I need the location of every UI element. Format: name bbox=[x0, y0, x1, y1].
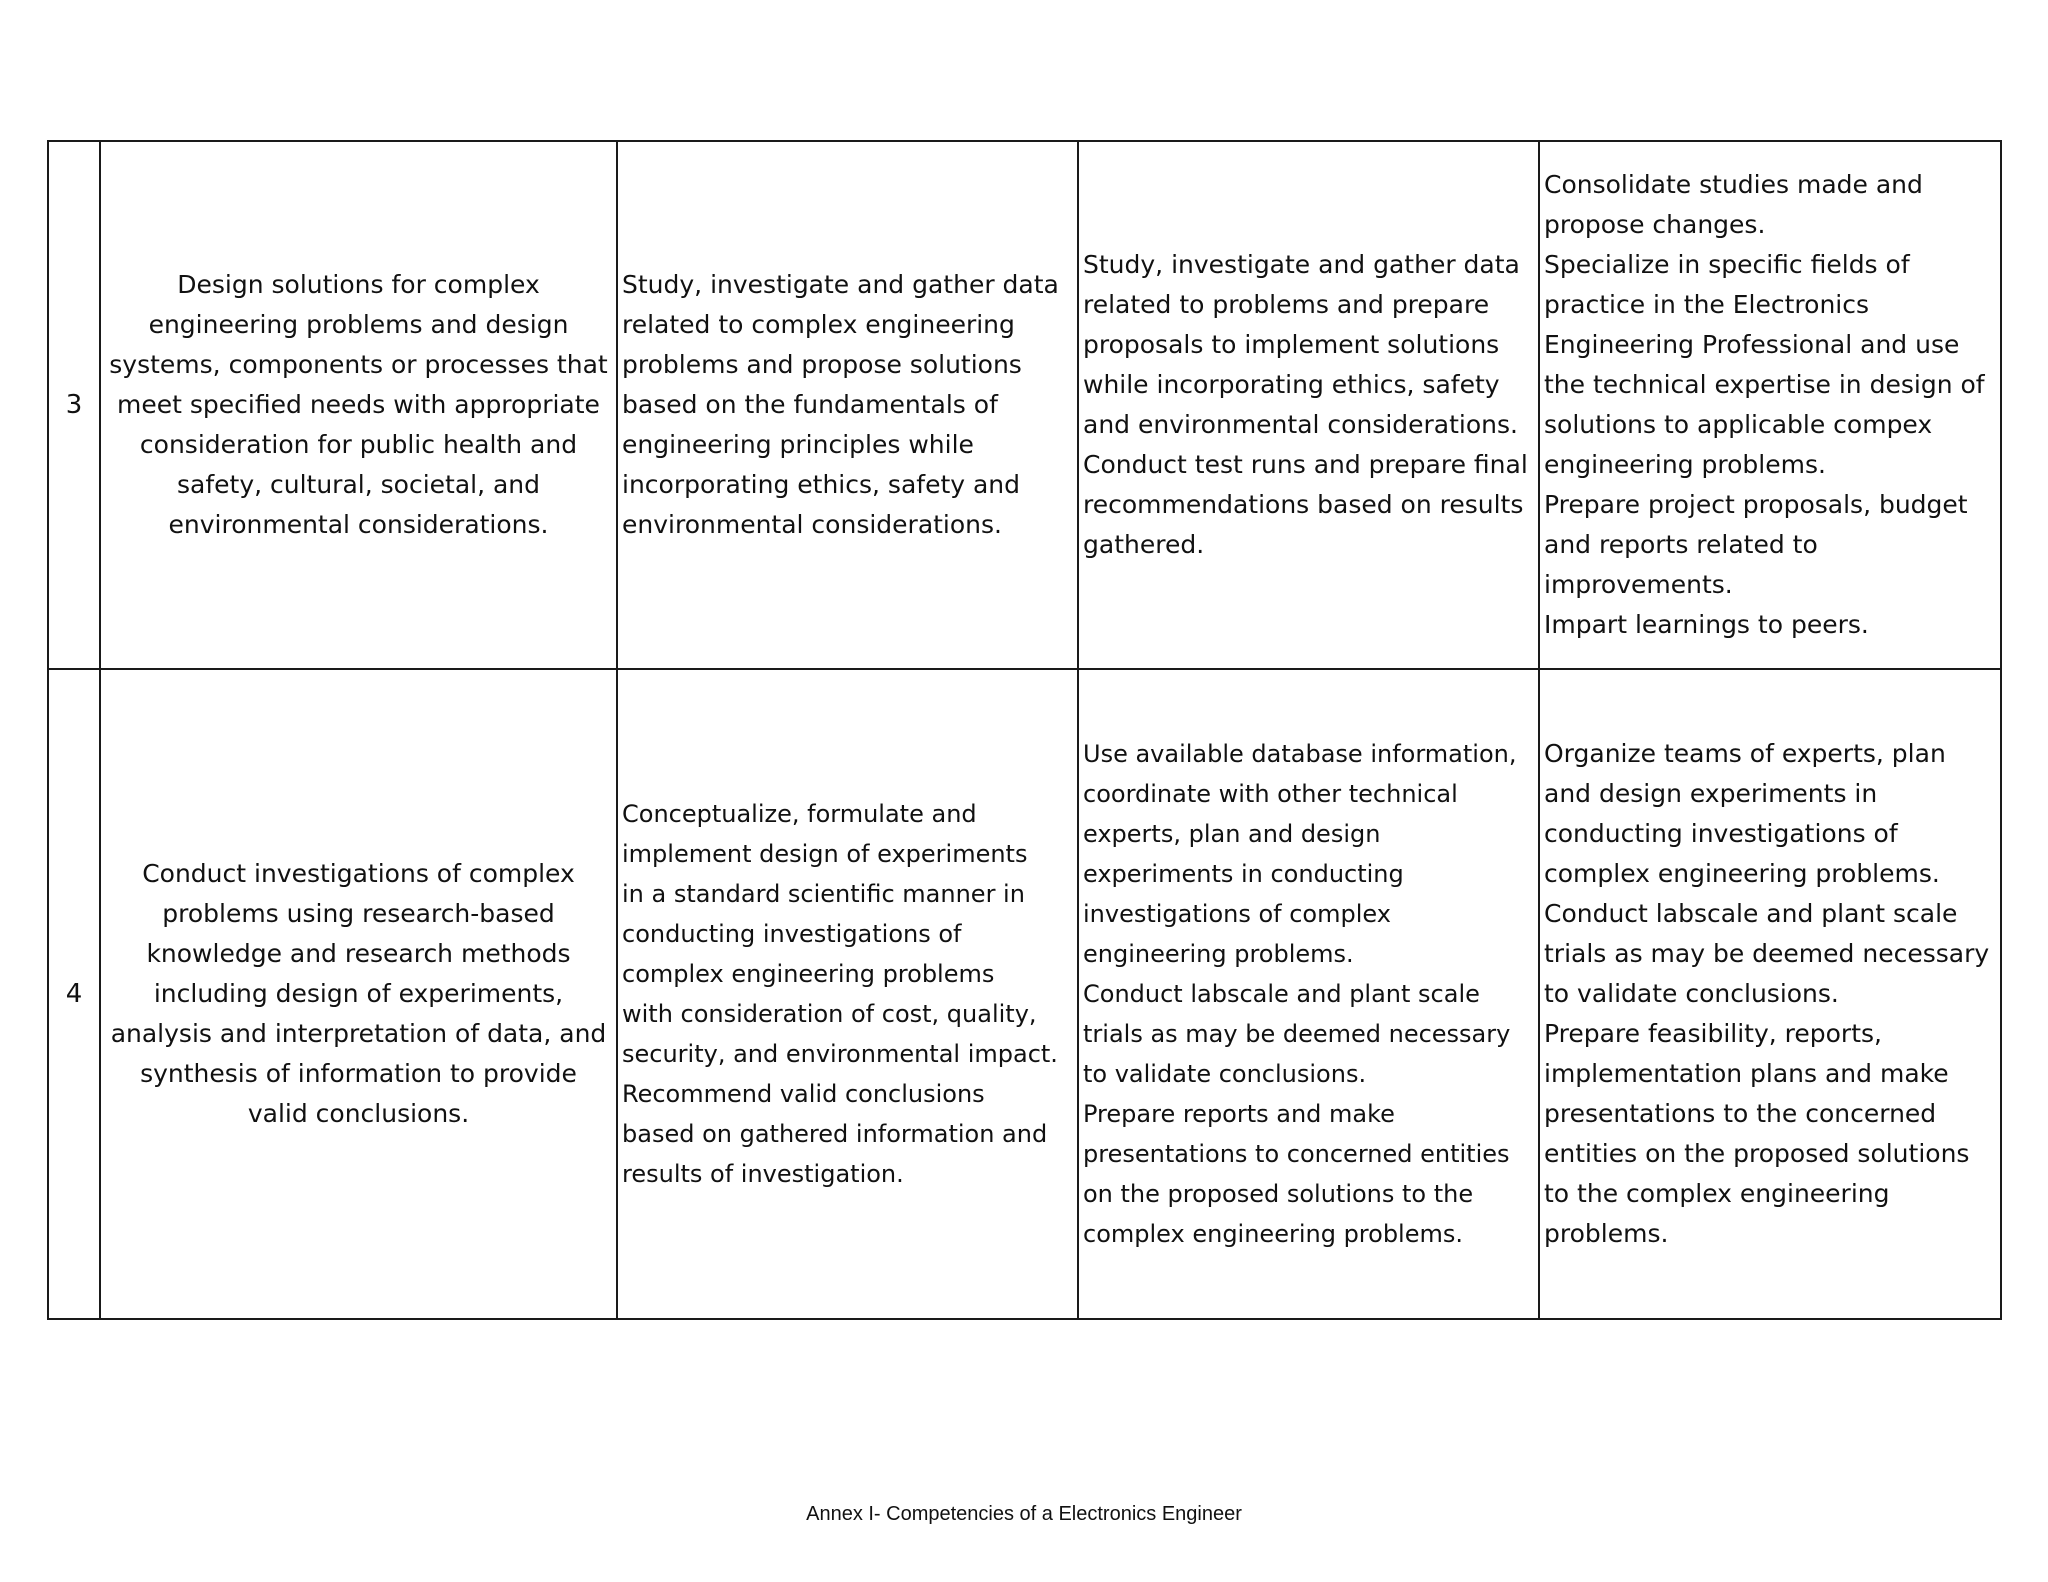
cell-line: propose changes. bbox=[1544, 210, 1766, 239]
level-2-cell bbox=[1078, 141, 1539, 669]
cell-line: implement design of experiments bbox=[622, 840, 1028, 868]
cell-line: Conduct labscale and plant scale bbox=[1083, 980, 1480, 1008]
cell-line: experiments in conducting bbox=[1083, 860, 1404, 888]
cell-line: presentations to concerned entities bbox=[1083, 1140, 1510, 1168]
cell-line: Study, investigate and gather data bbox=[622, 270, 1059, 299]
cell-line: experts, plan and design bbox=[1083, 820, 1381, 848]
cell-line: Design solutions for complex bbox=[177, 270, 540, 299]
table-row bbox=[48, 669, 2001, 1319]
cell-line: presentations to the concerned bbox=[1544, 1099, 1937, 1128]
cell-line: Conduct test runs and prepare final bbox=[1083, 450, 1528, 479]
cell-line: engineering problems. bbox=[1083, 940, 1354, 968]
cell-line: safety, cultural, societal, and bbox=[176, 470, 541, 499]
cell-line: based on the fundamentals of bbox=[622, 390, 998, 419]
cell-line: complex engineering problems. bbox=[1083, 1220, 1464, 1248]
cell-line: problems. bbox=[1544, 1219, 1669, 1248]
cell-line: trials as may be deemed necessary bbox=[1083, 1020, 1511, 1048]
cell-line: entities on the proposed solutions bbox=[1544, 1139, 1970, 1168]
cell-line: the technical expertise in design of bbox=[1544, 370, 1985, 399]
cell-line: problems using research-based bbox=[162, 899, 555, 928]
cell-line: conducting investigations of bbox=[1544, 819, 1898, 848]
cell-line: related to complex engineering bbox=[622, 310, 1015, 339]
cell-line: consideration for public health and bbox=[139, 430, 578, 459]
cell-line: recommendations based on results bbox=[1083, 490, 1524, 519]
cell-line: gathered. bbox=[1083, 530, 1205, 559]
level-1-cell bbox=[617, 669, 1078, 1319]
cell-line: including design of experiments, bbox=[153, 979, 564, 1008]
cell-line: Prepare project proposals, budget bbox=[1544, 490, 1968, 519]
cell-line: environmental considerations. bbox=[622, 510, 1002, 539]
cell-line: complex engineering problems. bbox=[1544, 859, 1940, 888]
level-3-cell bbox=[1539, 141, 2001, 669]
row-number: 3 bbox=[48, 141, 100, 669]
cell-line: while incorporating ethics, safety bbox=[1083, 370, 1500, 399]
cell-line: results of investigation. bbox=[622, 1160, 904, 1188]
outcome-cell bbox=[100, 669, 617, 1319]
cell-line: with consideration of cost, quality, bbox=[622, 1000, 1037, 1028]
cell-line: problems and propose solutions bbox=[622, 350, 1022, 379]
cell-line: trials as may be deemed necessary bbox=[1544, 939, 1990, 968]
cell-line: Consolidate studies made and bbox=[1544, 170, 1923, 199]
cell-line: proposals to implement solutions bbox=[1083, 330, 1500, 359]
cell-line: implementation plans and make bbox=[1544, 1059, 1949, 1088]
cell-line: Conceptualize, formulate and bbox=[622, 800, 977, 828]
cell-line: and design experiments in bbox=[1544, 779, 1878, 808]
level-3-cell bbox=[1539, 669, 2001, 1319]
cell-line: and reports related to bbox=[1544, 530, 1818, 559]
cell-line: improvements. bbox=[1544, 570, 1733, 599]
cell-line: knowledge and research methods bbox=[146, 939, 571, 968]
level-1-cell bbox=[617, 141, 1078, 669]
cell-line: based on gathered information and bbox=[622, 1120, 1048, 1148]
level-2-cell bbox=[1078, 669, 1539, 1319]
cell-line: incorporating ethics, safety and bbox=[622, 470, 1021, 499]
cell-line: Prepare feasibility, reports, bbox=[1544, 1019, 1882, 1048]
cell-line: Prepare reports and make bbox=[1083, 1100, 1395, 1128]
cell-line: to validate conclusions. bbox=[1544, 979, 1839, 1008]
table-row bbox=[48, 141, 2001, 669]
cell-line: coordinate with other technical bbox=[1083, 780, 1458, 808]
cell-line: engineering problems. bbox=[1544, 450, 1826, 479]
cell-line: Conduct investigations of complex bbox=[142, 859, 575, 888]
row-number: 4 bbox=[48, 669, 100, 1319]
cell-line: Organize teams of experts, plan bbox=[1544, 739, 1946, 768]
cell-line: Recommend valid conclusions bbox=[622, 1080, 985, 1108]
competency-table bbox=[47, 140, 2002, 1320]
cell-line: on the proposed solutions to the bbox=[1083, 1180, 1474, 1208]
cell-line: practice in the Electronics bbox=[1544, 290, 1869, 319]
cell-line: Study, investigate and gather data bbox=[1083, 250, 1520, 279]
cell-line: conducting investigations of bbox=[622, 920, 962, 948]
cell-line: solutions to applicable compex bbox=[1544, 410, 1933, 439]
cell-line: complex engineering problems bbox=[622, 960, 995, 988]
cell-line: analysis and interpretation of data, and bbox=[110, 1019, 607, 1048]
cell-line: synthesis of information to provide bbox=[140, 1059, 577, 1088]
cell-line: valid conclusions. bbox=[247, 1099, 470, 1128]
cell-line: and environmental considerations. bbox=[1083, 410, 1518, 439]
cell-line: in a standard scientific manner in bbox=[622, 880, 1025, 908]
cell-line: Impart learnings to peers. bbox=[1544, 610, 1869, 639]
cell-line: Engineering Professional and use bbox=[1544, 330, 1960, 359]
cell-line: Specialize in specific fields of bbox=[1544, 250, 1910, 279]
cell-line: Conduct labscale and plant scale bbox=[1544, 899, 1958, 928]
cell-line: investigations of complex bbox=[1083, 900, 1391, 928]
page-footer: Annex I- Competencies of a Electronics Engineer bbox=[806, 1503, 1242, 1525]
cell-line: related to problems and prepare bbox=[1083, 290, 1490, 319]
outcome-cell bbox=[100, 141, 617, 669]
cell-line: environmental considerations. bbox=[168, 510, 549, 539]
cell-line: engineering problems and design bbox=[148, 310, 569, 339]
cell-line: engineering principles while bbox=[622, 430, 974, 459]
cell-line: systems, components or processes that bbox=[109, 350, 608, 379]
cell-line: to validate conclusions. bbox=[1083, 1060, 1367, 1088]
cell-line: security, and environmental impact. bbox=[622, 1040, 1058, 1068]
cell-line: Use available database information, bbox=[1083, 740, 1517, 768]
cell-line: meet specified needs with appropriate bbox=[117, 390, 600, 419]
cell-line: to the complex engineering bbox=[1544, 1179, 1890, 1208]
